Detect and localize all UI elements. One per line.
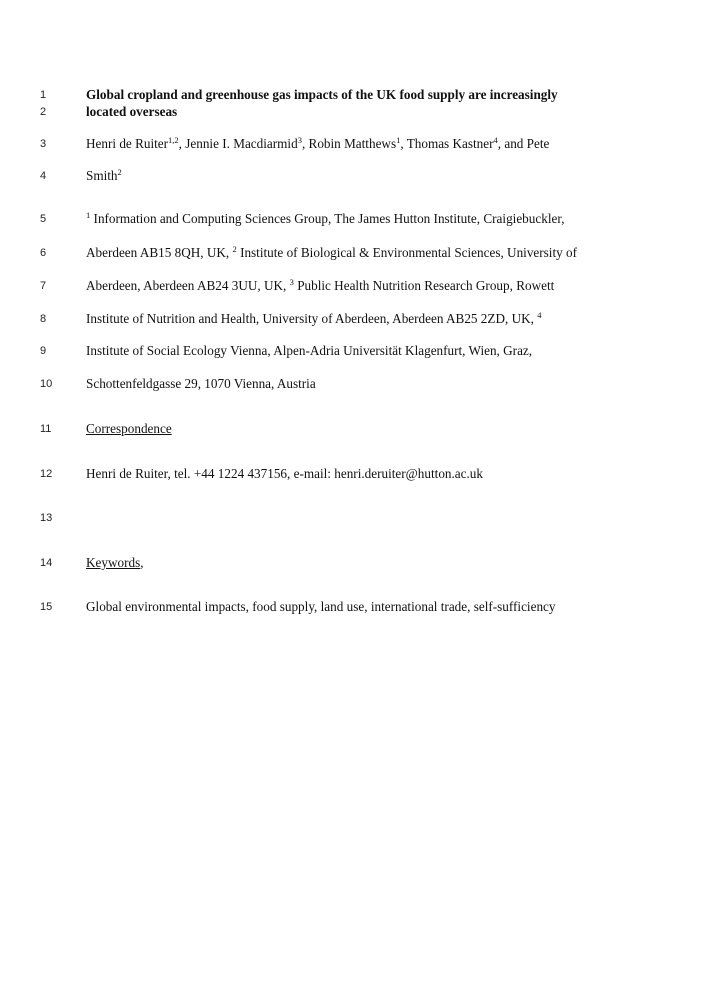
author-separator: , — [400, 136, 407, 151]
affiliation-mark: 2 — [232, 244, 237, 254]
author-list-line-2 — [86, 166, 122, 186]
line-10 — [0, 374, 707, 394]
line-number: 3 — [40, 138, 47, 150]
keywords-heading-suffix: , — [140, 555, 144, 570]
affiliation-line: Institute of Social Ecology Vienna, Alpen-Adria Universität Klagenfurt, Wien, Graz, — [86, 343, 533, 358]
line-12 — [0, 464, 707, 484]
line-11 — [0, 419, 707, 439]
line-number: 7 — [40, 280, 47, 292]
author-affiliation-mark: 1 — [396, 135, 401, 145]
affiliation-mark: 3 — [289, 277, 294, 287]
line-number: 6 — [40, 247, 47, 259]
keywords-heading: Keywords — [86, 555, 141, 570]
affiliation-mark: 1 — [86, 210, 91, 220]
line-number: 14 — [40, 557, 53, 569]
author-name: Henri de Ruiter — [86, 136, 169, 151]
line-number: 13 — [40, 512, 53, 524]
line-number: 4 — [40, 170, 47, 182]
author-affiliation-mark: 1,2 — [168, 135, 179, 145]
line-number: 2 — [40, 106, 47, 118]
author-separator: , and Pete — [497, 136, 550, 151]
correspondence-details: Henri de Ruiter, tel. +44 1224 437156, e-mail: henri.deruiter@hutton.ac.uk — [86, 466, 483, 481]
correspondence-heading: Correspondence — [86, 421, 172, 436]
line-13 — [0, 508, 707, 528]
author-name: Smith — [86, 168, 118, 183]
line-6 — [0, 243, 707, 263]
affiliation-line — [86, 276, 554, 296]
line-number: 11 — [40, 423, 52, 435]
affiliation-line: Schottenfeldgasse 29, 1070 Vienna, Austria — [86, 376, 316, 391]
keywords-heading-line — [86, 553, 144, 573]
author-separator: , — [301, 136, 309, 151]
line-number: 10 — [40, 378, 53, 390]
line-14 — [0, 553, 707, 573]
affiliation-line — [86, 309, 541, 329]
affiliation-text: Aberdeen, Aberdeen AB24 3UU, UK, — [86, 278, 290, 293]
affiliation-text: Institute of Nutrition and Health, University of Aberdeen, Aberdeen AB25 2ZD, UK, — [86, 311, 538, 326]
line-4 — [0, 166, 707, 186]
keywords-list: Global environmental impacts, food supply, land use, international trade, self-sufficiency — [86, 599, 556, 614]
author-affiliation-mark: 2 — [117, 167, 122, 177]
line-7 — [0, 276, 707, 296]
author-separator: , — [178, 136, 186, 151]
line-15 — [0, 597, 707, 617]
affiliation-line — [86, 209, 565, 229]
line-number: 12 — [40, 468, 53, 480]
author-name: Thomas Kastner — [406, 136, 494, 151]
line-3 — [0, 134, 707, 154]
author-affiliation-mark: 4 — [493, 135, 498, 145]
author-name: Robin Matthews — [308, 136, 397, 151]
line-number: 9 — [40, 345, 47, 357]
author-list-line-1 — [86, 134, 549, 154]
affiliation-text: Aberdeen AB15 8QH, UK, — [86, 245, 233, 260]
paper-title-line-2: located overseas — [86, 104, 178, 119]
line-number: 15 — [40, 601, 53, 613]
affiliation-text: Institute of Biological & Environmental Sciences, University of — [236, 245, 578, 260]
line-5 — [0, 209, 707, 229]
line-number: 8 — [40, 313, 47, 325]
affiliation-text: Information and Computing Sciences Group, The James Hutton Institute, Craigiebuckler, — [90, 211, 565, 226]
author-name: Jennie I. Macdiarmid — [185, 136, 298, 151]
author-affiliation-mark: 3 — [297, 135, 302, 145]
line-9 — [0, 341, 707, 361]
line-8 — [0, 309, 707, 329]
affiliation-text: Public Health Nutrition Research Group, Rowett — [293, 278, 555, 293]
affiliation-line — [86, 243, 577, 263]
line-number: 5 — [40, 213, 47, 225]
line-2 — [0, 102, 707, 122]
paper-title-line-1: Global cropland and greenhouse gas impacts of the UK food supply are increasingly — [86, 87, 558, 102]
line-number: 1 — [40, 89, 47, 101]
affiliation-mark: 4 — [537, 310, 542, 320]
